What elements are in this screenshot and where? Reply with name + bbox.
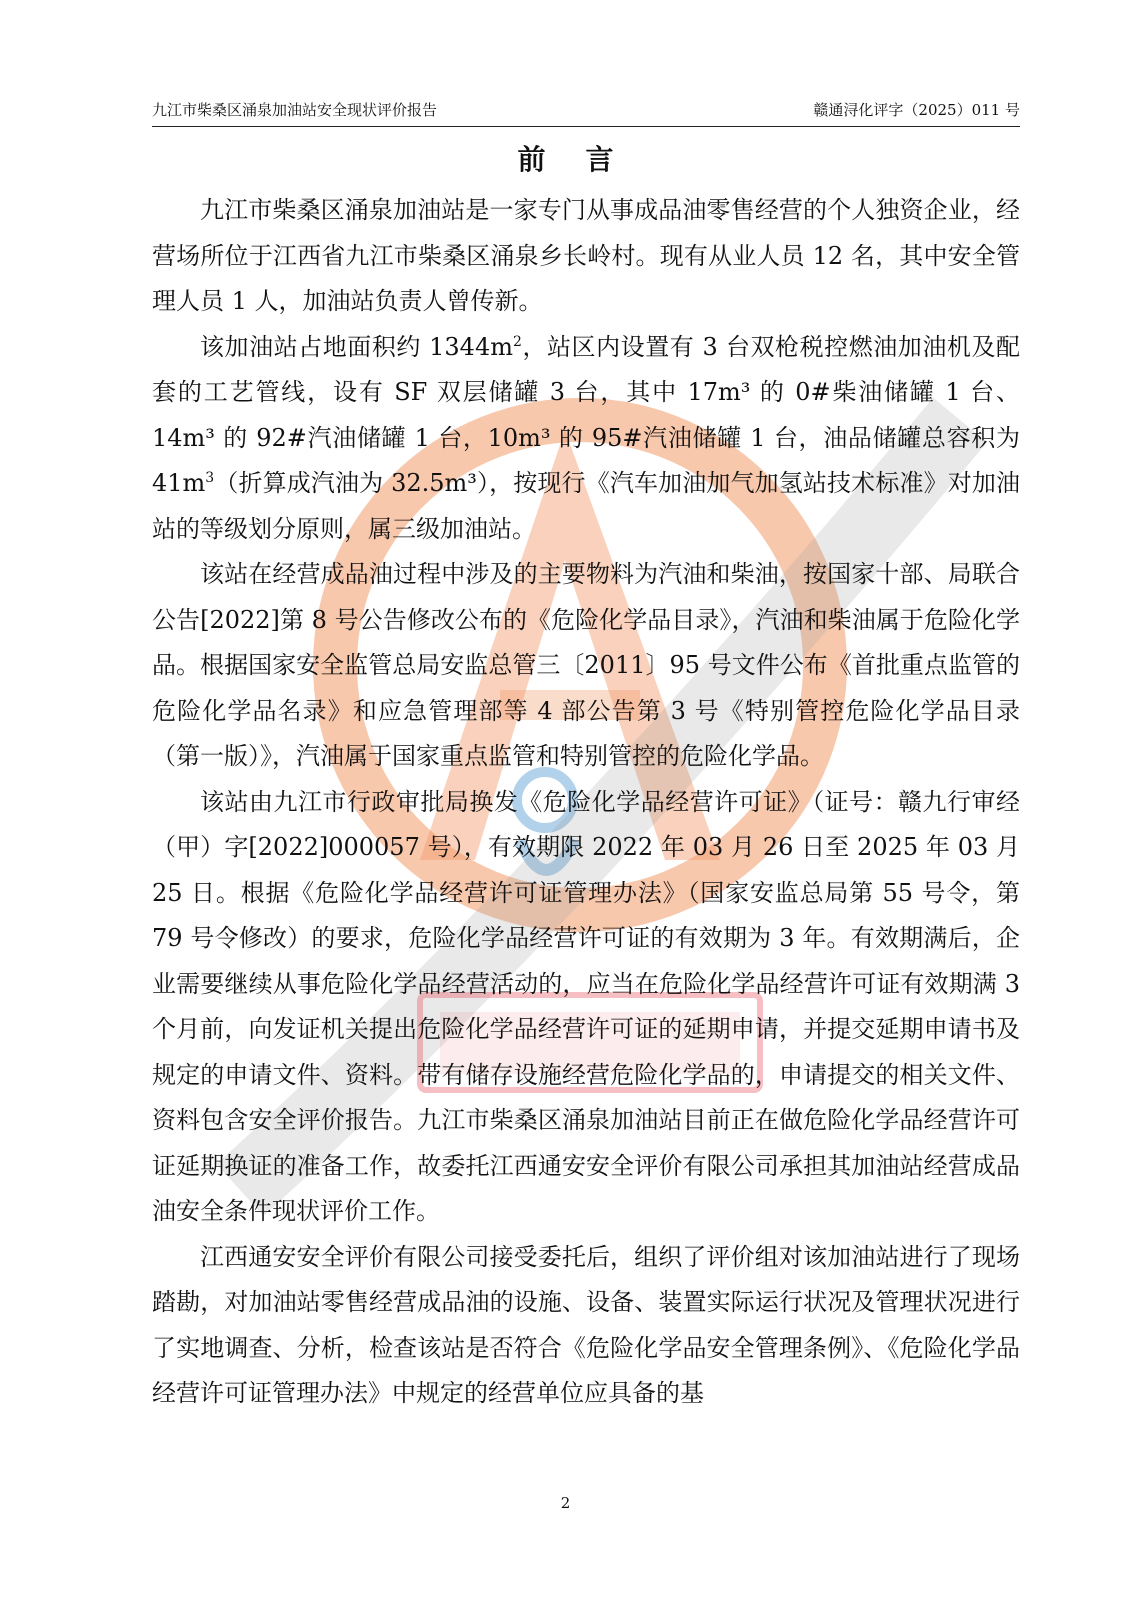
section-title: 前言 <box>517 143 654 176</box>
paragraph-3: 该站在经营成品油过程中涉及的主要物料为汽油和柴油，按国家十部、局联合公告[2022]第 8 号公告修改公布的《危险化学品目录》，汽油和柴油属于危险化学品。根据国家安全监管总局安监总管三〔2011〕95 号文件公布《首批重点监管的危险化学品名录》和应急管理部等 4 部公告第 3 号《特别管控危险化学品目录（第一版）》，汽油属于国家重点监管和特别管控的危险化学品。 <box>152 560 1020 770</box>
paragraph-1: 九江市柴桑区涌泉加油站是一家专门从事成品油零售经营的个人独资企业，经营场所位于江西省九江市柴桑区涌泉乡长岭村。现有从业人员 12 名，其中安全管理人员 1 人，加油站负责人曾传新。 <box>152 196 1020 315</box>
running-header <box>152 98 1020 127</box>
paragraph-4: 该站由九江市行政审批局换发《危险化学品经营许可证》（证号：赣九行审经（甲）字[2022]000057 号），有效期限 2022 年 03 月 26 日至 2025 年 03 月 25 日。根据《危险化学品经营许可证管理办法》（国家安监总局第 55 号令，第 79 号令修改）的要求，危险化学品经营许可证的有效期为 3 年。有效期满后，企业需要继续从事危险化学品经营活动的，应当在危险化学品经营许可证有效期满 3 个月前，向发证机关提出危险化学品经营许可证的延期申请，并提交延期申请书及规定的申请文件、资料。带有储存设施经营危险化学品的，申请提交的相关文件、资料包含安全评价报告。九江市柴桑区涌泉加油站目前正在做危险化学品经营许可证延期换证的准备工作，故委托江西通安安全评价有限公司承担其加油站经营成品油安全条件现状评价工作。 <box>152 787 1020 1225</box>
paragraph-2-part-b: ，站区内设置有 3 台双枪税控燃油加油机及配套的工艺管线，设有 SF 双层储罐 3 台，其中 17m³ 的 0#柴油储罐 1 台、14m³ 的 92#汽油储罐 1 台，10m³ 的 95#汽油储罐 1 台，油品储罐总容积为 41m <box>152 332 1021 497</box>
header-report-title: 九江市柴桑区涌泉加油站安全现状评价报告 <box>152 101 438 119</box>
body-text <box>152 188 1020 1417</box>
area-unit-superscript: 2 <box>512 333 522 350</box>
paragraph-2-part-a: 该加油站占地面积约 1344m <box>200 332 513 361</box>
header-report-number: 赣通浔化评字（2025）011 号 <box>813 101 1020 119</box>
paragraph-2 <box>152 325 1020 553</box>
paragraph-5: 江西通安安全评价有限公司接受委托后，组织了评价组对该加油站进行了现场踏勘，对加油站零售经营成品油的设施、设备、装置实际运行状况及管理状况进行了实地调查、分析，检查该站是否符合《危险化学品安全管理条例》、《危险化学品经营许可证管理办法》中规定的经营单位应具备的基 <box>152 1242 1020 1407</box>
volume-unit-superscript: 3 <box>205 470 215 486</box>
paragraph-2-part-c: （折算成汽油为 32.5m³），按现行《汽车加油加气加氢站技术标准》对加油站的等级划分原则，属三级加油站。 <box>152 469 1020 543</box>
page-number: 2 <box>560 1494 571 1512</box>
